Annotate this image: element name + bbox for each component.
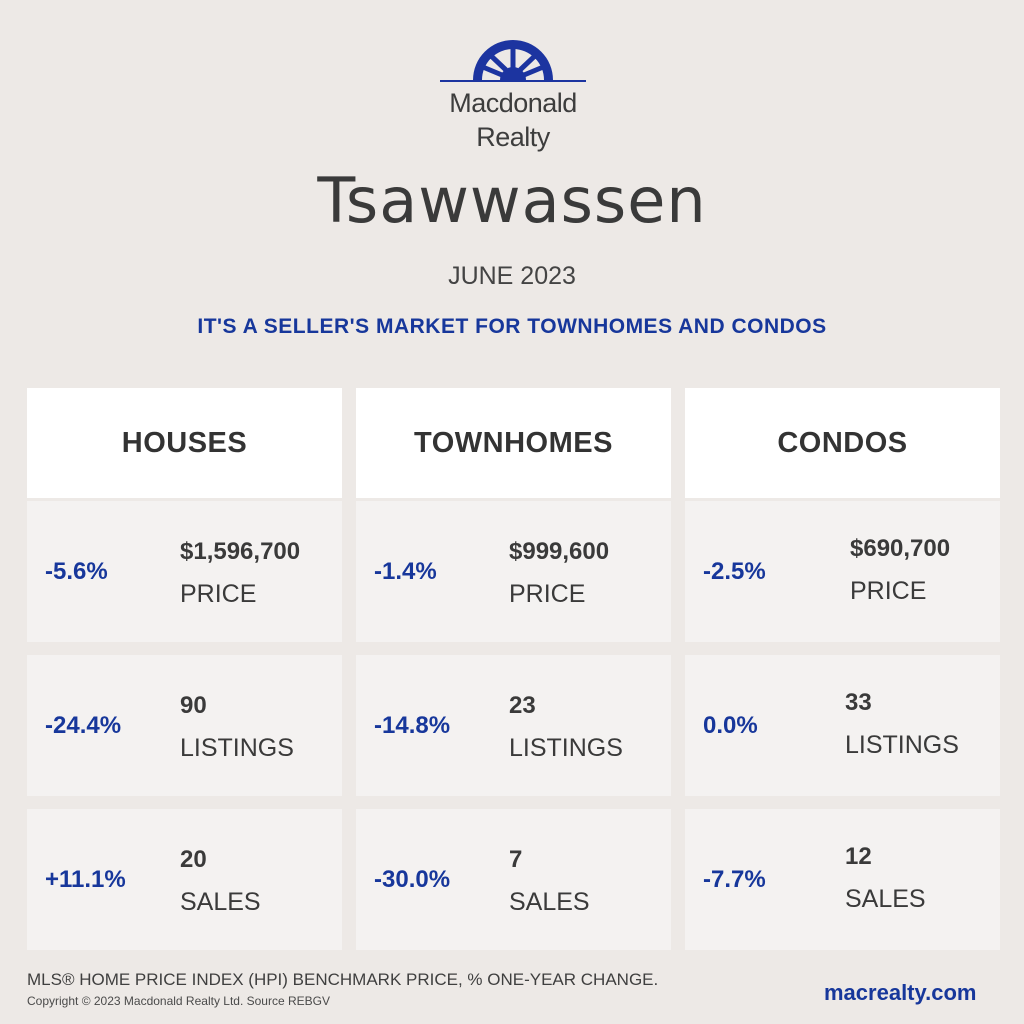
condos-sales-card (685, 809, 1000, 950)
houses-price-label: PRICE (180, 580, 257, 608)
wheel-arch-logo-icon (440, 38, 586, 84)
townhomes-listings-change: -14.8% (374, 711, 451, 739)
houses-listings-card (27, 655, 342, 796)
condos-sales-value: 12 (845, 843, 872, 870)
brand-name-line2: Realty (476, 122, 550, 152)
website-link[interactable]: macrealty.com (824, 980, 977, 1005)
condos-listings-card (685, 655, 1000, 796)
condos-sales-label: SALES (845, 885, 926, 913)
houses-sales-card (27, 809, 342, 950)
townhomes-price-card (356, 501, 671, 642)
footer-note: MLS® HOME PRICE INDEX (HPI) BENCHMARK PRICE, % ONE-YEAR CHANGE. (27, 970, 659, 989)
townhomes-price-value: $999,600 (509, 538, 610, 565)
townhomes-listings-label: LISTINGS (509, 734, 623, 762)
report-date: JUNE 2023 (448, 262, 576, 290)
column-header-condos: CONDOS (685, 388, 1000, 498)
condos-listings-change: 0.0% (703, 711, 758, 739)
houses-listings-label: LISTINGS (180, 734, 294, 762)
houses-sales-value: 20 (180, 846, 207, 873)
condos-price-value: $690,700 (850, 535, 951, 562)
houses-sales-label: SALES (180, 888, 261, 916)
townhomes-price-change: -1.4% (374, 557, 437, 585)
column-header-townhomes: TOWNHOMES (356, 388, 671, 498)
houses-listings-change: -24.4% (45, 711, 122, 739)
townhomes-sales-value: 7 (509, 846, 523, 873)
condos-listings-label: LISTINGS (845, 731, 959, 759)
column-header-houses: HOUSES (27, 388, 342, 498)
townhomes-sales-card (356, 809, 671, 950)
townhomes-listings-value: 23 (509, 692, 536, 719)
condos-listings-value: 33 (845, 689, 872, 716)
footer-copyright: Copyright © 2023 Macdonald Realty Ltd. Source REBGV (27, 994, 330, 1008)
page-title: Tsawwassen (317, 164, 707, 237)
houses-price-value: $1,596,700 (180, 538, 301, 565)
townhomes-sales-label: SALES (509, 888, 590, 916)
condos-price-card (685, 501, 1000, 642)
condos-sales-change: -7.7% (703, 865, 766, 893)
townhomes-price-label: PRICE (509, 580, 586, 608)
brand-logo (440, 38, 586, 156)
houses-price-change: -5.6% (45, 557, 108, 585)
townhomes-sales-change: -30.0% (374, 865, 451, 893)
houses-sales-change: +11.1% (45, 865, 126, 893)
market-headline: IT'S A SELLER'S MARKET FOR TOWNHOMES AND CONDOS (197, 315, 827, 338)
houses-price-card (27, 501, 342, 642)
townhomes-listings-card (356, 655, 671, 796)
condos-price-change: -2.5% (703, 557, 766, 585)
houses-listings-value: 90 (180, 692, 207, 719)
brand-name-line1: Macdonald (449, 88, 577, 118)
condos-price-label: PRICE (850, 577, 927, 605)
